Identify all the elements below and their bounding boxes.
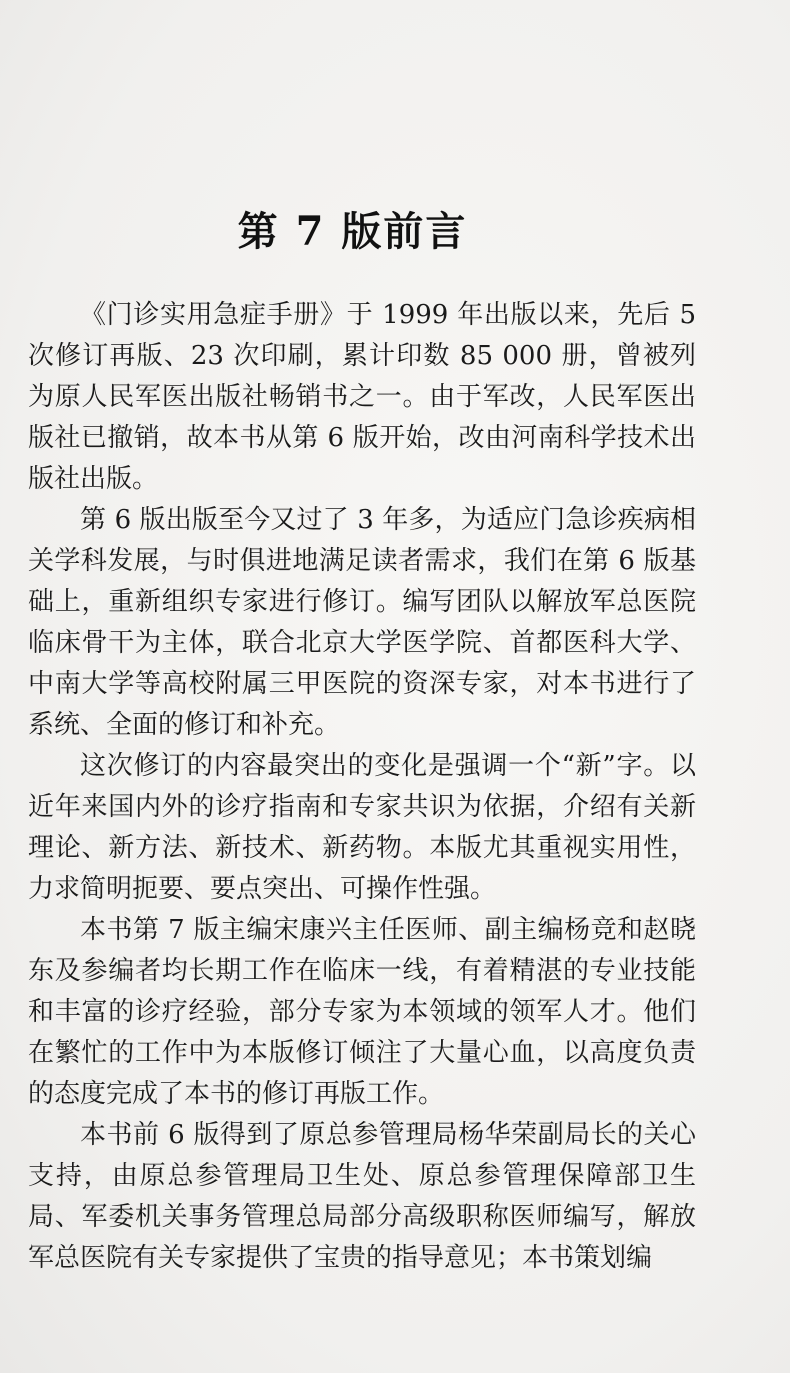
paragraph: 《门诊实用急症手册》于 1999 年出版以来，先后 5 次修订再版、23 次印刷，累计印数 85 000 册，曾被列为原人民军医出版社畅销书之一。由于军改，人民军医出版社已撤销，故本书从第 6 版开始，改由河南科学技术出版社出版。 xyxy=(28,300,696,494)
page-title: 第 7 版前言 xyxy=(237,208,468,255)
paragraph: 第 6 版出版至今又过了 3 年多，为适应门急诊疾病相关学科发展，与时俱进地满足读者需求，我们在第 6 版基础上，重新组织专家进行修订。编写团队以解放军总医院临床骨干为主体，联合北京大学医学院、首都医科大学、中南大学等高校附属三甲医院的资深专家，对本书进行了系统、全面的修订和补充。 xyxy=(28,505,696,740)
paragraph: 本书第 7 版主编宋康兴主任医师、副主编杨竞和赵晓东及参编者均长期工作在临床一线，有着精湛的专业技能和丰富的诊疗经验，部分专家为本领域的领军人才。他们在繁忙的工作中为本版修订倾注了大量心血，以高度负责的态度完成了本书的修订再版工作。 xyxy=(28,915,696,1109)
paragraph: 本书前 6 版得到了原总参管理局杨华荣副局长的关心支持，由原总参管理局卫生处、原总参管理保障部卫生局、军委机关事务管理总局部分高级职称医师编写，解放军总医院有关专家提供了宝贵的指导意见；本书策划编 xyxy=(28,1120,696,1273)
paragraph: 这次修订的内容最突出的变化是强调一个“新”字。以近年来国内外的诊疗指南和专家共识为依据，介绍有关新理论、新方法、新技术、新药物。本版尤其重视实用性，力求简明扼要、要点突出、可操作性强。 xyxy=(28,751,696,904)
body-text xyxy=(28,295,696,1279)
